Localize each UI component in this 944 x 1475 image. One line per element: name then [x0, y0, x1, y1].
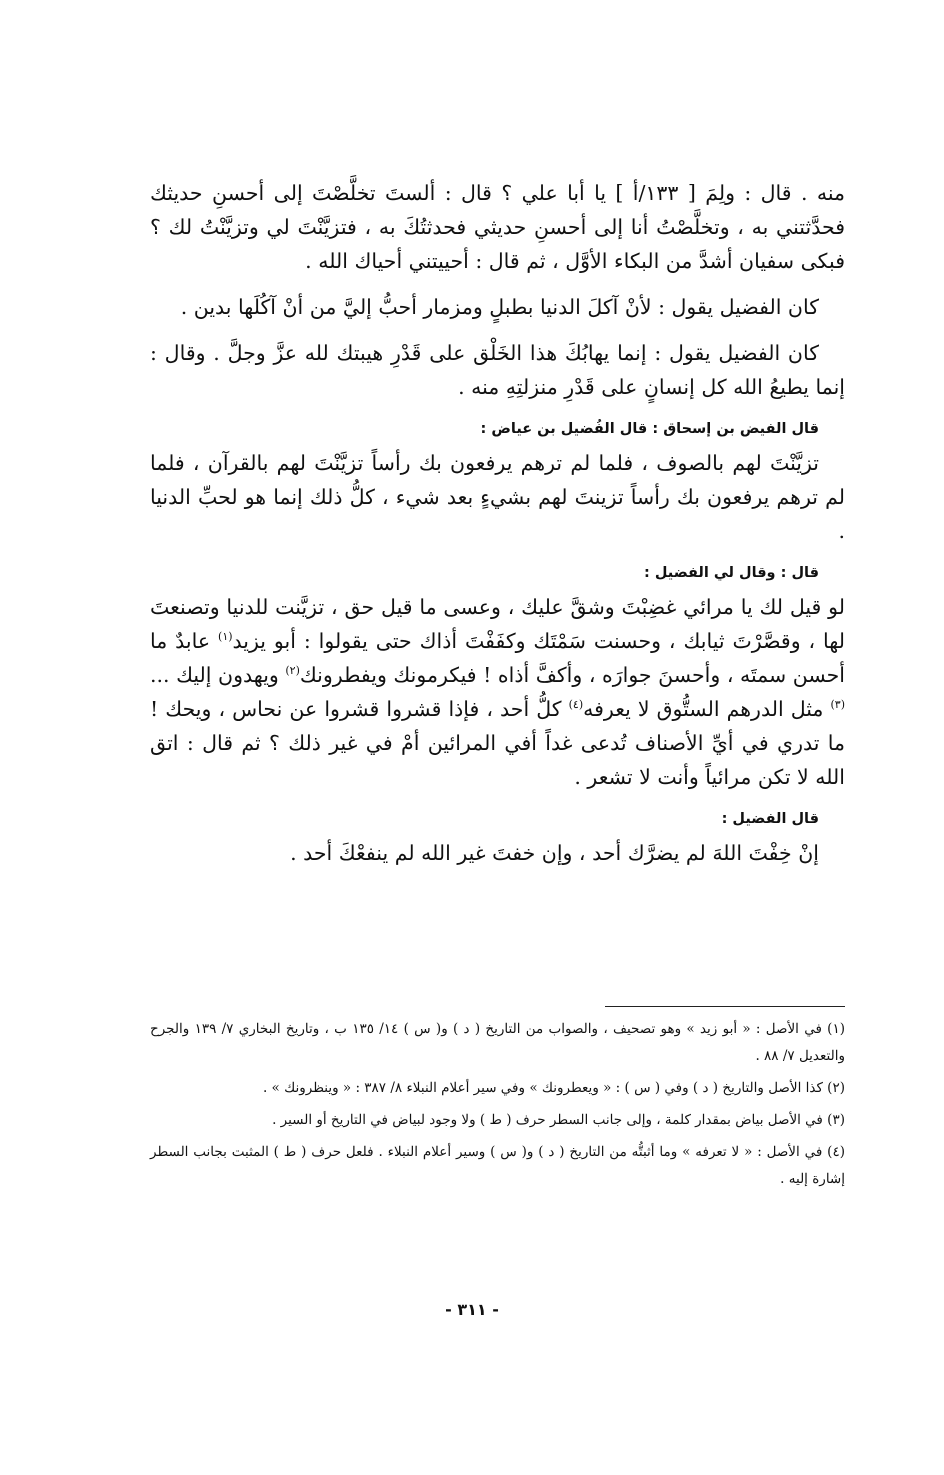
paragraph-2: كان الفضيل يقول : لأنْ آكلَ الدنيا بطبلٍ ومزمار أحبُّ إليَّ من أنْ آكُلَها بدين .: [180, 295, 819, 319]
footnote-separator: [605, 1006, 845, 1007]
paragraph-5: [150, 590, 845, 794]
footnote-4: (٤) في الأصل : « لا تعرفه » وما أثبتُّه من التاريخ ( د ) و( س ) وسير أعلام النبلاء . فلعل حرف ( ط ) المثبت بجانب السطر إشارة إليه .: [150, 1144, 845, 1187]
section-heading-1: قال الفيض بن إسحاق : قال الفُضيل بن عياض :: [480, 421, 819, 437]
footnote-ref-3: (٣): [830, 698, 845, 712]
page-number: - ٣١١ -: [445, 1300, 499, 1319]
footnotes: [150, 1016, 845, 1198]
main-text: [150, 176, 845, 882]
paragraph-5-part-b: عابدٌ ما أحسن سمتَه ، وأحسنَ جوارَه ، وأكفَّ أذاه ! فيكرمونك ويفطرونك: [150, 629, 845, 687]
paragraph-6: إنْ خِفْتَ اللهَ لم يضرَّك أحد ، وإن خفتَ غير الله لم ينفعْكَ أحد .: [290, 841, 819, 865]
paragraph-1: منه . قال : ولِمَ [ ١٣٣/أ ] يا أبا علي ؟ قال : ألستَ تخلَّصْتَ إلى أحسنِ حديثك فحدَّثتني به ، وتخلَّصْتُ أنا إلى أحسنِ حديثي فحدثتُكَ به ، فتزيَّنْتَ لي وتزيَّنْتُ لك ؟ فبكى سفيان أشدَّ من البكاء الأوَّل ، ثم قال : أحييتني أحياك الله .: [150, 181, 845, 273]
paragraph-5-part-d: مثل الدرهم الستُّوق لا يعرفه: [583, 697, 831, 721]
paragraph-5-part-a: لو قيل لك يا مرائي غضِبْتَ وشقَّ عليك ، وعسى ما قيل حق ، تزيَّنت للدنيا وتصنعتَ لها ، وقصَّرْتَ ثيابك ، وحسنت سَمْتَك وكفَفْتَ أذاك حتى يقولوا : أبو يزيد: [150, 595, 845, 653]
footnote-3: (٣) في الأصل بياض بمقدار كلمة ، وإلى جانب السطر حرف ( ط ) ولا وجود لبياض في التاريخ أو السير .: [272, 1112, 845, 1128]
footnote-ref-2: (٢): [285, 664, 300, 678]
paragraph-4: تزيَّنْتَ لهم بالصوف ، فلما لم ترهم يرفعون بك رأساً تزيَّنْتَ لهم بالقرآن ، فلما لم ترهم يرفعون بك رأساً تزينتَ لهم بشيءٍ بعد شيء ، كلُّ ذلك إنما هو لحبِّ الدنيا .: [150, 451, 845, 543]
paragraph-3: كان الفضيل يقول : إنما يهابُكَ هذا الخَلْق على قَدْرِ هيبتك لله عزَّ وجلَّ . وقال : إنما يطيعُ الله كل إنسانٍ على قَدْرِ منزلتِهِ منه .: [150, 341, 845, 399]
footnote-ref-4: (٤): [568, 698, 584, 712]
paragraph-5-part-c: ويهدون إليك ...: [150, 663, 286, 687]
footnote-1: (١) في الأصل : « أبو زيد » وهو تصحيف ، والصواب من التاريخ ( د ) و( س ) ١٤/ ١٣٥ ب ، وتاريخ البخاري ٧/ ١٣٩ والجرح والتعديل ٧/ ٨٨ .: [150, 1021, 845, 1064]
footnote-ref-1: (١): [218, 630, 233, 644]
section-heading-3: قال الفضيل :: [721, 811, 819, 827]
paragraph-5-part-e: كلُّ أحد ، فإذا قشروا قشروا عن نحاس ، ويحك ! ما تدري في أيِّ الأصناف تُدعى غداً أفي المرائين أمْ في غير ذلك ؟ ثم قال : اتق الله لا تكن مرائياً وأنت لا تشعر .: [150, 697, 845, 789]
section-heading-2: قال : وقال لي الفضيل :: [643, 565, 819, 581]
footnote-2: (٢) كذا الأصل والتاريخ ( د ) وفي ( س ) : « ويعطرونك » وفي سير أعلام النبلاء ٨/ ٣٨٧ : « وينظرونك » .: [262, 1080, 845, 1096]
